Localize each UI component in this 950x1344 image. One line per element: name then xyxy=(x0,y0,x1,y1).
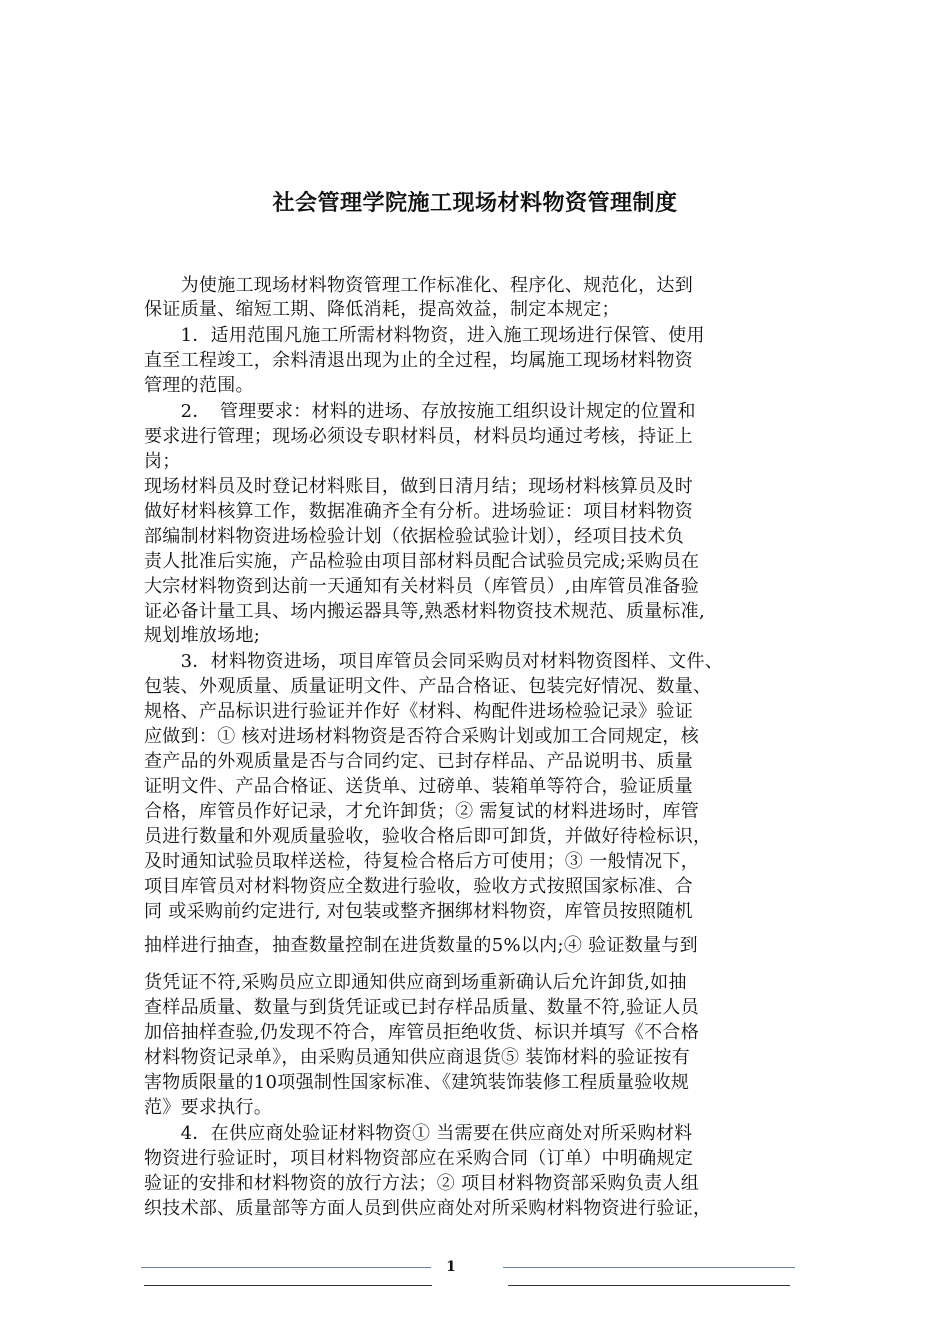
text-line: 包装、外观质量、质量证明文件、产品合格证、包装完好情况、数量、 xyxy=(144,676,712,697)
text-line: 要求进行管理；现场必须设专职材料员，材料员均通过考核，持证上 xyxy=(144,426,693,447)
text-line: 合格，库管员作好记录，才允许卸货；② 需复试的材料进场时，库管 xyxy=(144,801,700,822)
text-line: 及时通知试验员取样送检，待复检合格后方可使用；③ 一般情况下， xyxy=(144,851,700,872)
text-line: 直至工程竣工，余料清退出现为止的全过程，均属施工现场材料物资 xyxy=(144,350,693,371)
text-line: 岗； xyxy=(144,451,181,472)
footer-rule-left-upper xyxy=(141,1267,431,1268)
text-line: 抽样进行抽查，抽查数量控制在进货数量的5%以内;④ 验证数量与到 xyxy=(144,935,698,956)
text-line: 部编制材料物资进场检验计划（依据检验试验计划），经项目技术负 xyxy=(144,526,684,547)
text-line: 查样品质量、数量与到货凭证或已封存样品质量、数量不符,验证人员 xyxy=(144,997,700,1018)
text-line: 范》要求执行。 xyxy=(144,1097,273,1118)
text-line: 为使施工现场材料物资管理工作标准化、程序化、规范化，达到 xyxy=(144,275,693,296)
text-line: 4．在供应商处验证材料物资① 当需要在供应商处对所采购材料 xyxy=(144,1123,693,1144)
text-line: 规划堆放场地; xyxy=(144,625,261,646)
text-line: 害物质限量的10项强制性国家标准、《建筑装饰装修工程质量验收规 xyxy=(144,1072,690,1093)
text-line: 大宗材料物资到达前一天通知有关材料员（库管员）,由库管员准备验 xyxy=(144,576,700,597)
text-line: 责人批准后实施，产品检验由项目部材料员配合试验员完成;采购员在 xyxy=(144,551,700,572)
text-line: 1．适用范围凡施工所需材料物资，进入施工现场进行保管、使用 xyxy=(144,325,705,346)
text-line: 证必备计量工具、场内搬运器具等,熟悉材料物资技术规范、质量标准, xyxy=(144,601,706,622)
text-line: 应做到：① 核对进场材料物资是否符合采购计划或加工合同规定，核 xyxy=(144,726,700,747)
text-line: 织技术部、质量部等方面人员到供应商处对所采购材料物资进行验证， xyxy=(144,1198,712,1219)
document-title: 社会管理学院施工现场材料物资管理制度 xyxy=(272,191,678,216)
text-line: 保证质量、缩短工期、降低消耗，提高效益，制定本规定； xyxy=(144,299,620,320)
page-number: 1 xyxy=(446,1259,456,1275)
text-line: 查产品的外观质量是否与合同约定、已封存样品、产品说明书、质量 xyxy=(144,751,693,772)
text-line: 验证的安排和材料物资的放行方法；② 项目材料物资部采购负责人组 xyxy=(144,1173,700,1194)
text-line: 同 或采购前约定进行, 对包装或整齐捆绑材料物资，库管员按照随机 xyxy=(144,901,693,922)
text-line: 货凭证不符,采购员应立即通知供应商到场重新确认后允许卸货,如抽 xyxy=(144,972,687,993)
text-line: 3．材料物资进场，项目库管员会同采购员对材料物资图样、文件、 xyxy=(144,651,724,672)
text-line: 做好材料核算工作，数据准确齐全有分析。进场验证：项目材料物资 xyxy=(144,501,693,522)
text-line: 材料物资记录单》，由采购员通知供应商退货⑤ 装饰材料的验证按有 xyxy=(144,1047,691,1068)
text-line: 2． 管理要求：材料的进场、存放按施工组织设计规定的位置和 xyxy=(144,401,696,422)
text-line: 项目库管员对材料物资应全数进行验收，验收方式按照国家标准、合 xyxy=(144,876,693,897)
text-line: 管理的范围。 xyxy=(144,375,254,396)
text-line: 现场材料员及时登记材料账目，做到日清月结；现场材料核算员及时 xyxy=(144,476,693,497)
text-line: 证明文件、产品合格证、送货单、过磅单、装箱单等符合，验证质量 xyxy=(144,776,693,797)
text-line: 加倍抽样查验,仍发现不符合，库管员拒绝收货、标识并填写《不合格 xyxy=(144,1022,700,1043)
text-line: 物资进行验证时，项目材料物资部应在采购合同（订单）中明确规定 xyxy=(144,1148,693,1169)
text-line: 规格、产品标识进行验证并作好《材料、构配件进场检验记录》验证 xyxy=(144,701,693,722)
text-line: 员进行数量和外观质量验收，验收合格后即可卸货，并做好待检标识， xyxy=(144,826,712,847)
footer-rule-right-upper xyxy=(503,1267,795,1268)
footer-rule-right-lower xyxy=(508,1285,790,1286)
footer-rule-left-lower xyxy=(144,1285,432,1286)
